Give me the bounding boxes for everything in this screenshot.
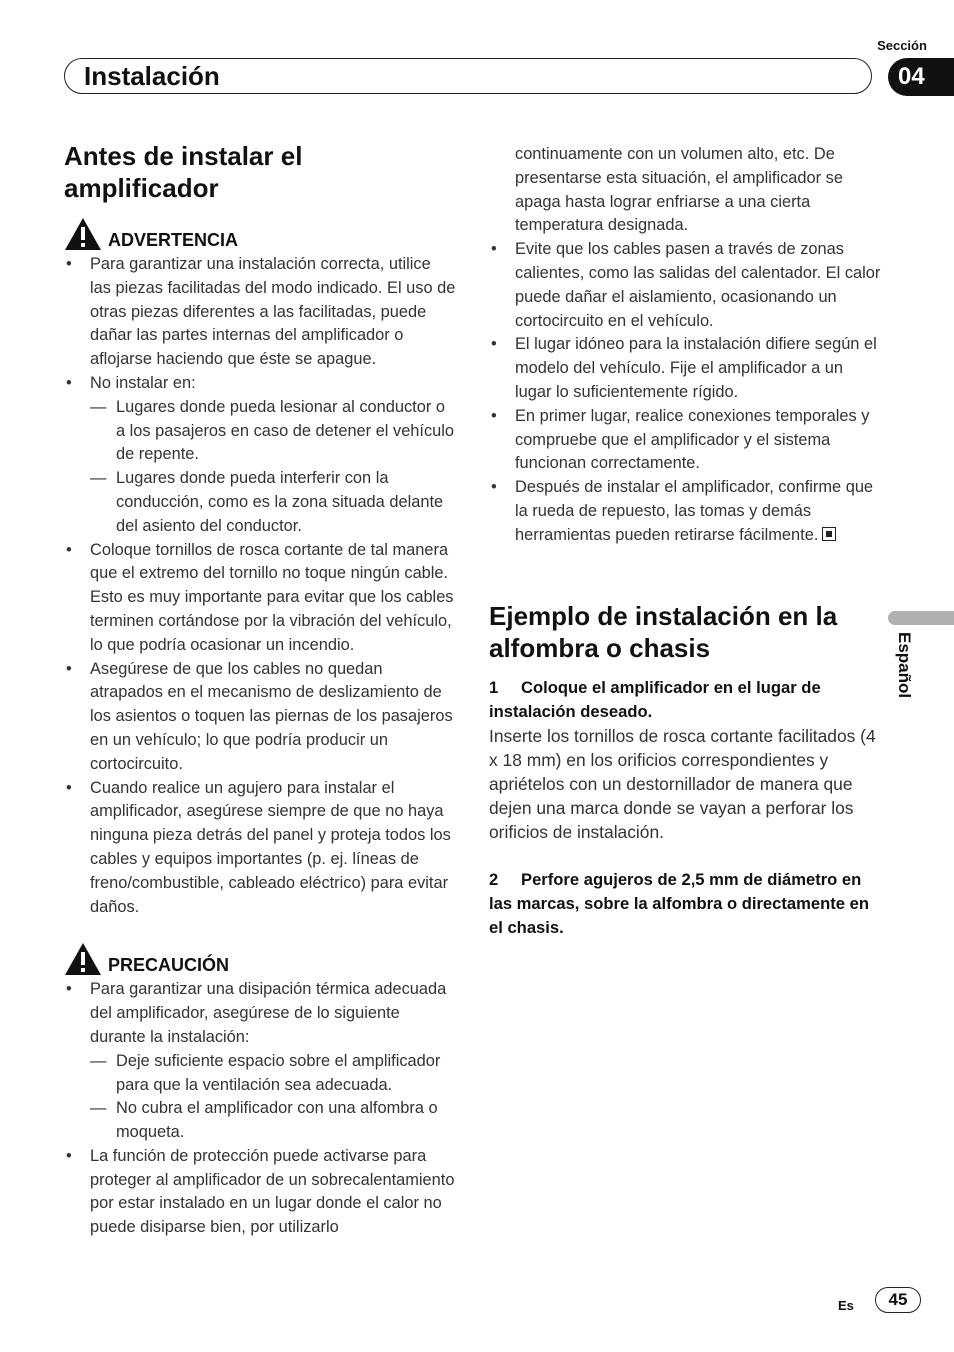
caution-label: PRECAUCIÓN — [108, 955, 230, 976]
right-column — [489, 143, 881, 940]
step-number: 1 — [489, 677, 499, 697]
list-item — [489, 476, 881, 547]
list-item: • La función de protección puede activarse para proteger al amplificador de un sobrecalentamiento por estar instalado en un lugar donde el calor no puede disiparse bien, por utilizarlo — [64, 1145, 456, 1240]
sub-list-item: — Lugares donde pueda lesionar al conductor o a los pasajeros en caso de detener el vehículo de repente. — [90, 396, 456, 467]
sub-list-item: — Lugares donde pueda interferir con la conducción, como es la zona situada delante del asiento del conductor. — [90, 467, 456, 538]
side-language-tab — [888, 632, 938, 732]
step-title-text: Perfore agujeros de 2,5 mm de diámetro en las marcas, sobre la alfombra o directamente en el chasis. — [489, 869, 869, 937]
list-item-text: Después de instalar el amplificador, confirme que la rueda de repuesto, las tomas y demás herramientas pueden retirarse fácilmente. — [515, 478, 874, 544]
caution-triangle-icon — [64, 942, 102, 976]
side-tab-marker — [888, 611, 954, 625]
sub-list — [90, 396, 456, 539]
list-item: • Asegúrese de que los cables no quedan atrapados en el mecanismo de deslizamiento de los asientos o toquen las piernas de los pasajeros en un vehículo; lo que podría producir un cortocircuito. — [64, 658, 456, 777]
list-item: • Para garantizar una instalación correcta, utilice las piezas facilitadas del modo indicado. El uso de otras piezas diferentes a las facilitadas, puede dañar las partes internas del amplificador o aflojarse haciendo que éste se apague. — [64, 253, 456, 372]
step-body: Inserte los tornillos de rosca cortante facilitados (4 x 18 mm) en los orificios correspondientes y apriételos con un destornillador de manera que dejen una marca donde se vayan a perforar los orificios de instalación. — [489, 725, 876, 842]
caution-header — [64, 941, 456, 976]
step-number: 2 — [489, 869, 499, 889]
step-title — [489, 676, 881, 724]
list-item — [64, 372, 456, 539]
list-item: • En primer lugar, realice conexiones temporales y compruebe que el amplificador y el sistema funcionan correctamente. — [489, 405, 881, 476]
list-item: • Cuando realice un agujero para instalar el amplificador, asegúrese siempre de que no haya ninguna pieza detrás del panel y proteja todos los cables y equipos importantes (p. ej. líneas de freno/combustible, cableado eléctrico) para evitar daños. — [64, 777, 456, 920]
list-item — [64, 978, 456, 1145]
sub-list-item: — No cubra el amplificador con una alfombra o moqueta. — [90, 1097, 456, 1145]
sub-list-item: — Deje suficiente espacio sobre el amplificador para que la ventilación sea adecuada. — [90, 1050, 456, 1098]
caution-continuation: continuamente con un volumen alto, etc. De presentarse esta situación, el amplificador se apaga hasta lograr enfriarse a una cierta temperatura designada. — [515, 145, 843, 235]
step-1 — [489, 676, 881, 844]
side-language-label: Español — [895, 632, 914, 699]
caution-list — [64, 978, 456, 1240]
list-item: • Coloque tornillos de rosca cortante de tal manera que el extremo del tornillo no toque ningún cable. Esto es muy importante para evitar que los cables terminen cortándose por la vibración del vehículo, lo que podría ocasionar un incendio. — [64, 539, 456, 658]
caution-list-continued — [489, 238, 881, 547]
list-item-text: Para garantizar una disipación térmica adecuada del amplificador, asegúrese de lo siguiente durante la instalación: — [90, 980, 447, 1046]
section-heading-before-install: Antes de instalar el amplificador — [64, 141, 303, 203]
step-2 — [489, 868, 881, 940]
warning-list — [64, 253, 456, 919]
warning-triangle-icon — [64, 217, 102, 251]
page-number: 45 — [875, 1287, 921, 1313]
step-title-text: Coloque el amplificador en el lugar de instalación deseado. — [489, 677, 821, 721]
sub-list — [90, 1050, 456, 1145]
end-of-section-icon — [822, 527, 836, 541]
section-label: Sección — [877, 38, 927, 53]
section-number: 04 — [898, 63, 925, 90]
warning-label: ADVERTENCIA — [108, 230, 239, 250]
list-item: • El lugar idóneo para la instalación difiere según el modelo del vehículo. Fije el amplificador a un lugar lo suficientemente rígido. — [489, 333, 881, 404]
list-item: • Evite que los cables pasen a través de zonas calientes, como las salidas del calentador. El calor puede dañar el aislamiento, ocasionando un cortocircuito en el vehículo. — [489, 238, 881, 333]
step-title — [489, 868, 881, 940]
warning-header — [64, 216, 456, 251]
page-title: Instalación — [84, 61, 220, 91]
left-column — [64, 140, 456, 1240]
list-item-text: No instalar en: — [90, 373, 196, 392]
section-heading-install-example: Ejemplo de instalación en la alfombra o chasis — [489, 600, 838, 663]
footer-language-code: Es — [838, 1298, 854, 1313]
section-number-badge — [888, 58, 954, 96]
